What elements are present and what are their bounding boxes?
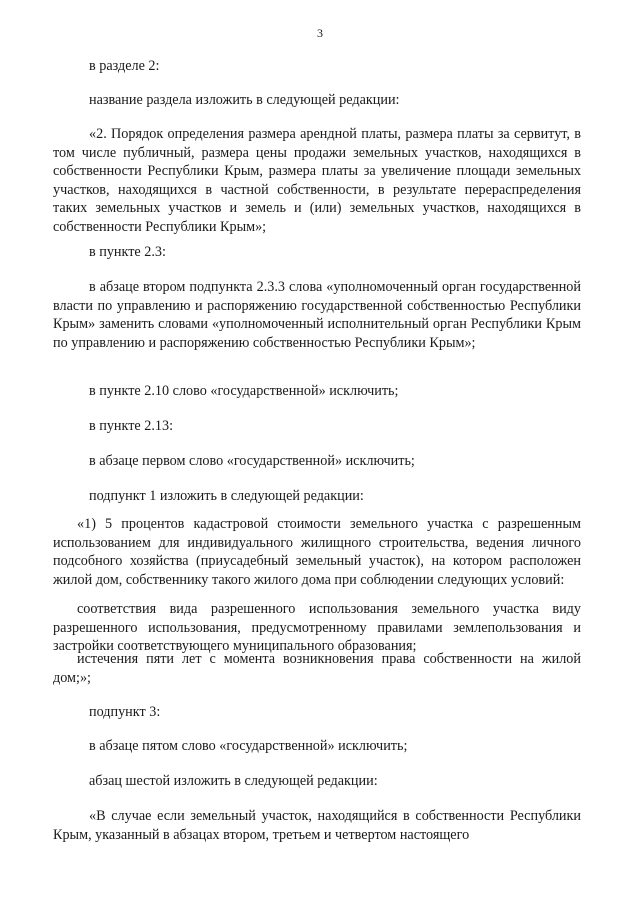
paragraph: в пункте 2.13: (89, 418, 174, 434)
paragraph: «2. Порядок определения размера арендной платы, размера платы за сервитут, в том числе публичный, размера цены продажи земельных участков, находящихся в собственности Республики Крым, размера платы за увеличение площади земельных участков, находящихся в частной собственности, в результате перераспределения таких земельных участков и земель и (или) земельных участков, находящихся в собственности Республики Крым»; (53, 126, 581, 235)
paragraph: в абзаце втором подпункта 2.3.3 слова «уполномоченный орган государственной власти по управлению и распоряжению государственной собственностью Республики Крым» заменить словами «уполномоченный исполнительный орган Республики Крым по управлению и распоряжению собственностью Республики Крым»; (53, 279, 581, 351)
paragraph: «В случае если земельный участок, находящийся в собственности Республики Крым, указанный в абзацах втором, третьем и четвертом настоящего (53, 808, 581, 843)
paragraph: абзац шестой изложить в следующей редакции: (89, 773, 378, 789)
paragraph: подпункт 1 изложить в следующей редакции: (89, 488, 364, 504)
paragraph: в разделе 2: (89, 58, 160, 74)
paragraph: истечения пяти лет с момента возникновения права собственности на жилой дом;»; (53, 651, 581, 686)
paragraph: соответствия вида разрешенного использования земельного участка виду разрешенного использования, предусмотренному правилами землепользования и застройки соответствующего муниципального образования; (53, 601, 581, 654)
paragraph: «1) 5 процентов кадастровой стоимости земельного участка с разрешенным использованием для индивидуального жилищного строительства, ведения личного подсобного хозяйства (приусадебный земельный участок), на котором расположен жилой дом, собственнику такого жилого дома при соблюдении следующих условий: (53, 516, 581, 588)
paragraph: в абзаце пятом слово «государственной» исключить; (89, 738, 408, 754)
paragraph: в пункте 2.10 слово «государственной» исключить; (89, 383, 399, 399)
paragraph: подпункт 3: (89, 704, 161, 720)
paragraph: в абзаце первом слово «государственной» исключить; (89, 453, 415, 469)
paragraph: название раздела изложить в следующей редакции: (89, 92, 400, 108)
page-number: 3 (317, 26, 323, 40)
paragraph: в пункте 2.3: (89, 244, 166, 260)
